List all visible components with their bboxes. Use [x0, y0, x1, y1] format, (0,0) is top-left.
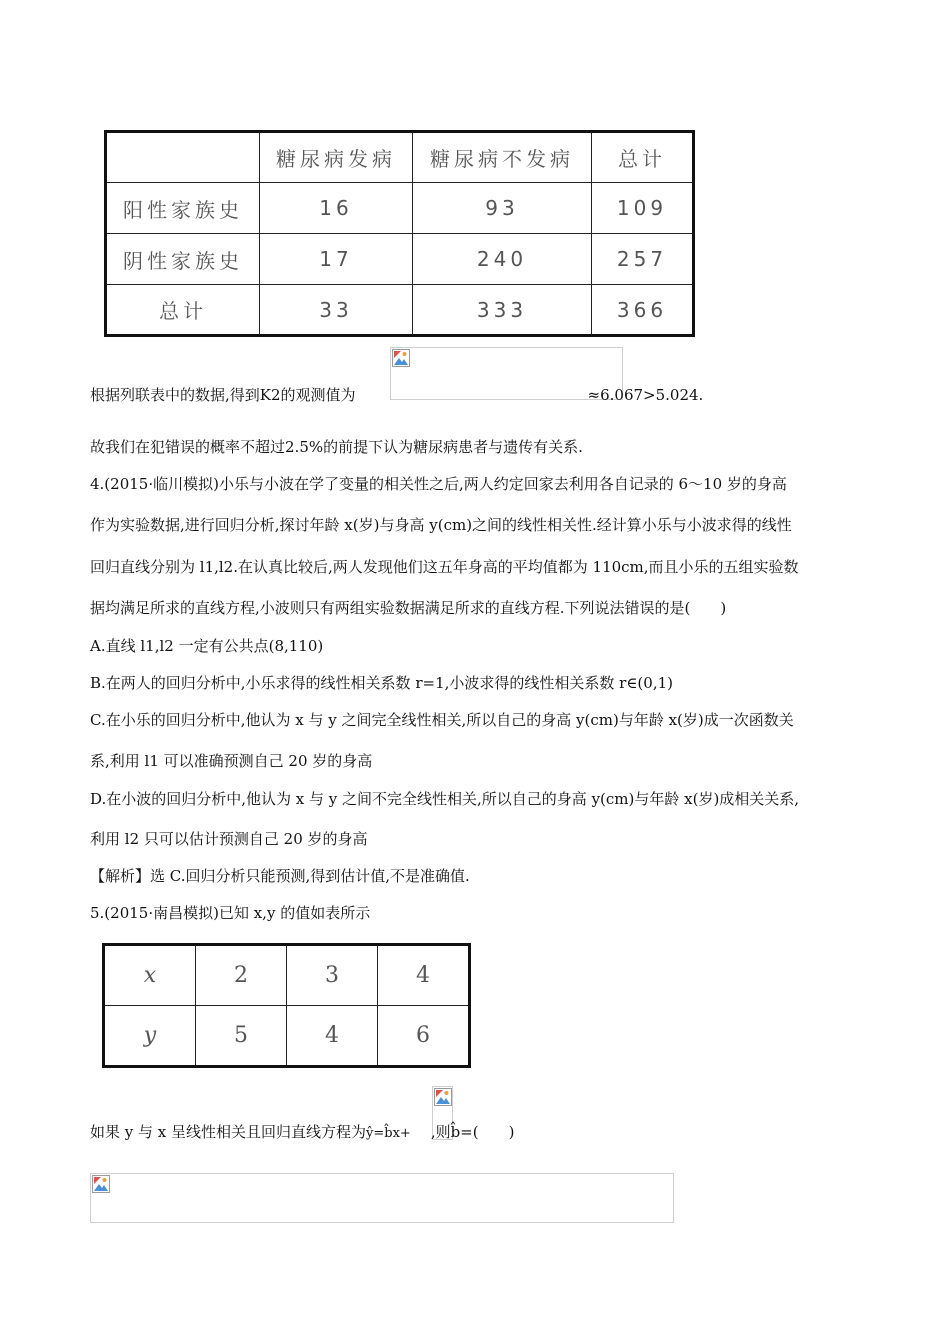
broken-image-icon [392, 349, 410, 367]
table-row [106, 285, 694, 336]
q4-line-3: 回归直线分别为 l1,l2.在认真比较后,两人发现他们这五年身高的平均值都为 110cm,而且小乐的五组实验数 [90, 558, 799, 576]
table-cell: 阳性家族史 [106, 183, 260, 234]
table-row [104, 1006, 470, 1067]
table-cell: 5 [196, 1006, 287, 1067]
table-header: 糖尿病不发病 [413, 132, 592, 183]
table-row [106, 234, 694, 285]
q5-title: 5.(2015·南昌模拟)已知 x,y 的值如表所示 [90, 904, 371, 922]
q4-analysis: 【解析】选 C.回归分析只能预测,得到估计值,不是准确值. [90, 867, 470, 885]
table-cell [106, 132, 260, 183]
q4-option-b: B.在两人的回归分析中,小乐求得的线性相关系数 r=1,小波求得的线性相关系数 r∈(0,1) [90, 674, 673, 692]
q4-line-2: 作为实验数据,进行回归分析,探讨年龄 x(岁)与身高 y(cm)之间的线性相关性.经计算小乐与小波求得的线性 [90, 516, 792, 534]
table-cell: y [104, 1006, 196, 1067]
table-cell: 4 [287, 1006, 378, 1067]
table-cell: 33 [260, 285, 413, 336]
table-cell: 333 [413, 285, 592, 336]
table-header: 糖尿病发病 [260, 132, 413, 183]
table-row [104, 945, 470, 1006]
contingency-table [104, 130, 695, 337]
table-cell: 93 [413, 183, 592, 234]
q4-line-1: 4.(2015·临川模拟)小乐与小波在学了变量的相关性之后,两人约定回家去利用各自记录的 6～10 岁的身高 [90, 475, 787, 493]
q4-option-d-line-1: D.在小波的回归分析中,他认为 x 与 y 之间不完全线性相关,所以自己的身高 y(cm)与年龄 x(岁)成相关关系, [90, 790, 800, 808]
table-cell: 17 [260, 234, 413, 285]
q4-line-4: 据均满足所求的直线方程,小波则只有两组实验数据满足所求的直线方程.下列说法错误的是( ) [90, 599, 727, 617]
k2-line [90, 385, 703, 405]
conclusion-text: 故我们在犯错误的概率不超过2.5%的前提下认为糖尿病患者与遗传有关系. [90, 438, 583, 456]
table-cell: 2 [196, 945, 287, 1006]
table-cell: 总计 [106, 285, 260, 336]
table-cell: 257 [592, 234, 694, 285]
table-cell: 6 [378, 1006, 470, 1067]
broken-image-icon [434, 1088, 452, 1106]
table-header: 总计 [592, 132, 694, 183]
table-cell: 109 [592, 183, 694, 234]
q4-option-d-line-2: 利用 l2 只可以估计预测自己 20 岁的身高 [90, 830, 368, 848]
q4-option-c-line-1: C.在小乐的回归分析中,他认为 x 与 y 之间完全线性相关,所以自己的身高 y(cm)与年龄 x(岁)成一次函数关 [90, 711, 794, 729]
table-row [106, 183, 694, 234]
q5-text-after: ,则b̂=( ) [430, 1123, 515, 1141]
k2-text-after: ≈6.067>5.024. [587, 386, 704, 404]
table-cell: 阴性家族史 [106, 234, 260, 285]
xy-values-table [102, 943, 471, 1068]
table-cell: 240 [413, 234, 592, 285]
regression-equation: ŷ=b̂x+ [366, 1126, 411, 1141]
table-cell: 366 [592, 285, 694, 336]
options-image [90, 1173, 674, 1223]
table-cell: 3 [287, 945, 378, 1006]
table-cell: x [104, 945, 196, 1006]
broken-image-icon [92, 1175, 110, 1193]
q5-question-line [90, 1122, 514, 1144]
k2-text-before: 根据列联表中的数据,得到K2的观测值为 [90, 386, 356, 404]
q5-text-before: 如果 y 与 x 呈线性相关且回归直线方程为 [90, 1123, 367, 1141]
table-cell: 4 [378, 945, 470, 1006]
table-cell: 16 [260, 183, 413, 234]
q4-option-a: A.直线 l1,l2 一定有公共点(8,110) [90, 637, 324, 655]
table-row [106, 132, 694, 183]
q4-option-c-line-2: 系,利用 l1 可以准确预测自己 20 岁的身高 [90, 752, 373, 770]
